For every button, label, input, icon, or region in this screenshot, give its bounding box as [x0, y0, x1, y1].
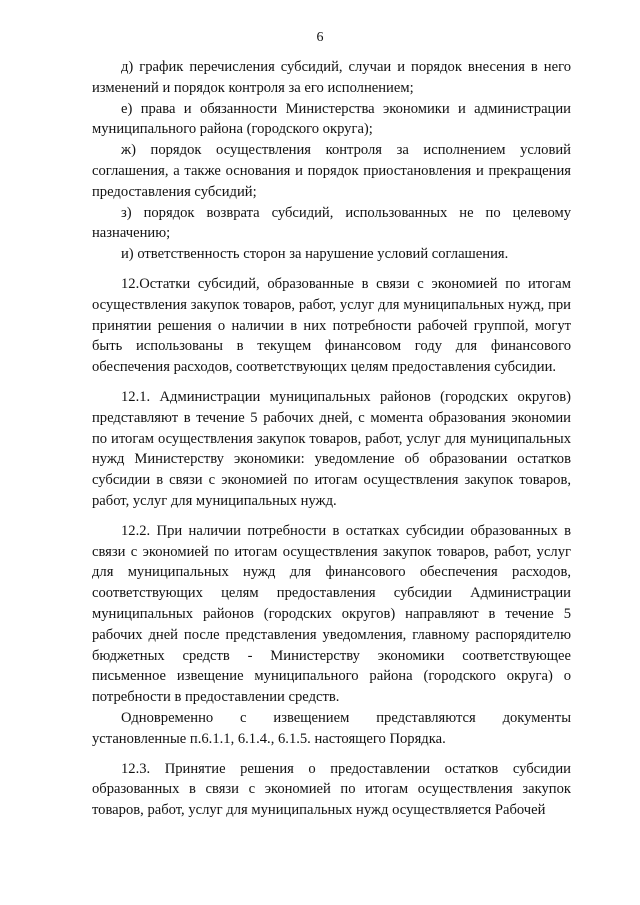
paragraph-simultaneously: Одновременно с извещением представляются документы установленные п.6.1.1, 6.1.4., 6.1.5. настоящего Порядка.: [92, 709, 571, 747]
paragraph-item-e: е) права и обязанности Министерства экономики и администрации муниципального района (городского округа);: [92, 100, 571, 138]
paragraph-section-12-2: 12.2. При наличии потребности в остатках субсидии образованных в связи с экономией по итогам осуществления закупок товаров, работ, услуг для муниципальных нужд для финансового обеспечения расходов, соответствующих целям предоставления субсидии Администрации муниципальных районов (городских округов) направляют в течение 5 рабочих дней после представления уведомления, главному распорядителю бюджетных средств - Министерству экономики соответствующее письменное извещение муниципального района (городского округа) о потребности в предоставлении средств.: [92, 522, 571, 706]
paragraph-section-12-3: 12.3. Принятие решения о предоставлении остатков субсидии образованных в связи с экономией по итогам осуществления закупок товаров, работ, услуг для муниципальных нужд осуществляется Рабочей: [92, 760, 571, 819]
paragraph-item-z: з) порядок возврата субсидий, использованных не по целевому назначению;: [92, 204, 571, 242]
page-number: 6: [316, 30, 324, 45]
paragraph-item-i: и) ответственность сторон за нарушение условий соглашения.: [121, 246, 509, 263]
document-body: [92, 57, 571, 821]
paragraph-item-d: д) график перечисления субсидий, случаи и порядок внесения в него изменений и порядок контроля за его исполнением;: [92, 59, 571, 96]
paragraph-section-12-1: 12.1. Администрации муниципальных районов (городских округов) представляют в течение 5 рабочих дней, с момента образования экономии по итогам осуществления закупок товаров, работ, услуг для муниципальных нужд Министерству экономики: уведомление об образовании остатков субсидии в связи с экономией по итогам осуществления закупок товаров, работ, услуг для муниципальных нужд.: [92, 388, 571, 509]
paragraph-section-12: 12.Остатки субсидий, образованные в связи с экономией по итогам осуществления закупок товаров, работ, услуг для муниципальных нужд, при принятии решения о наличии в них потребности рабочей группой, могут быть использованы в текущем финансовом году для финансового обеспечения расходов, соответствующих целям предоставления субсидии.: [92, 275, 571, 376]
paragraph-item-zh: ж) порядок осуществления контроля за исполнением условий соглашения, а также основания и порядок приостановления и прекращения предоставления субсидий;: [92, 142, 571, 200]
